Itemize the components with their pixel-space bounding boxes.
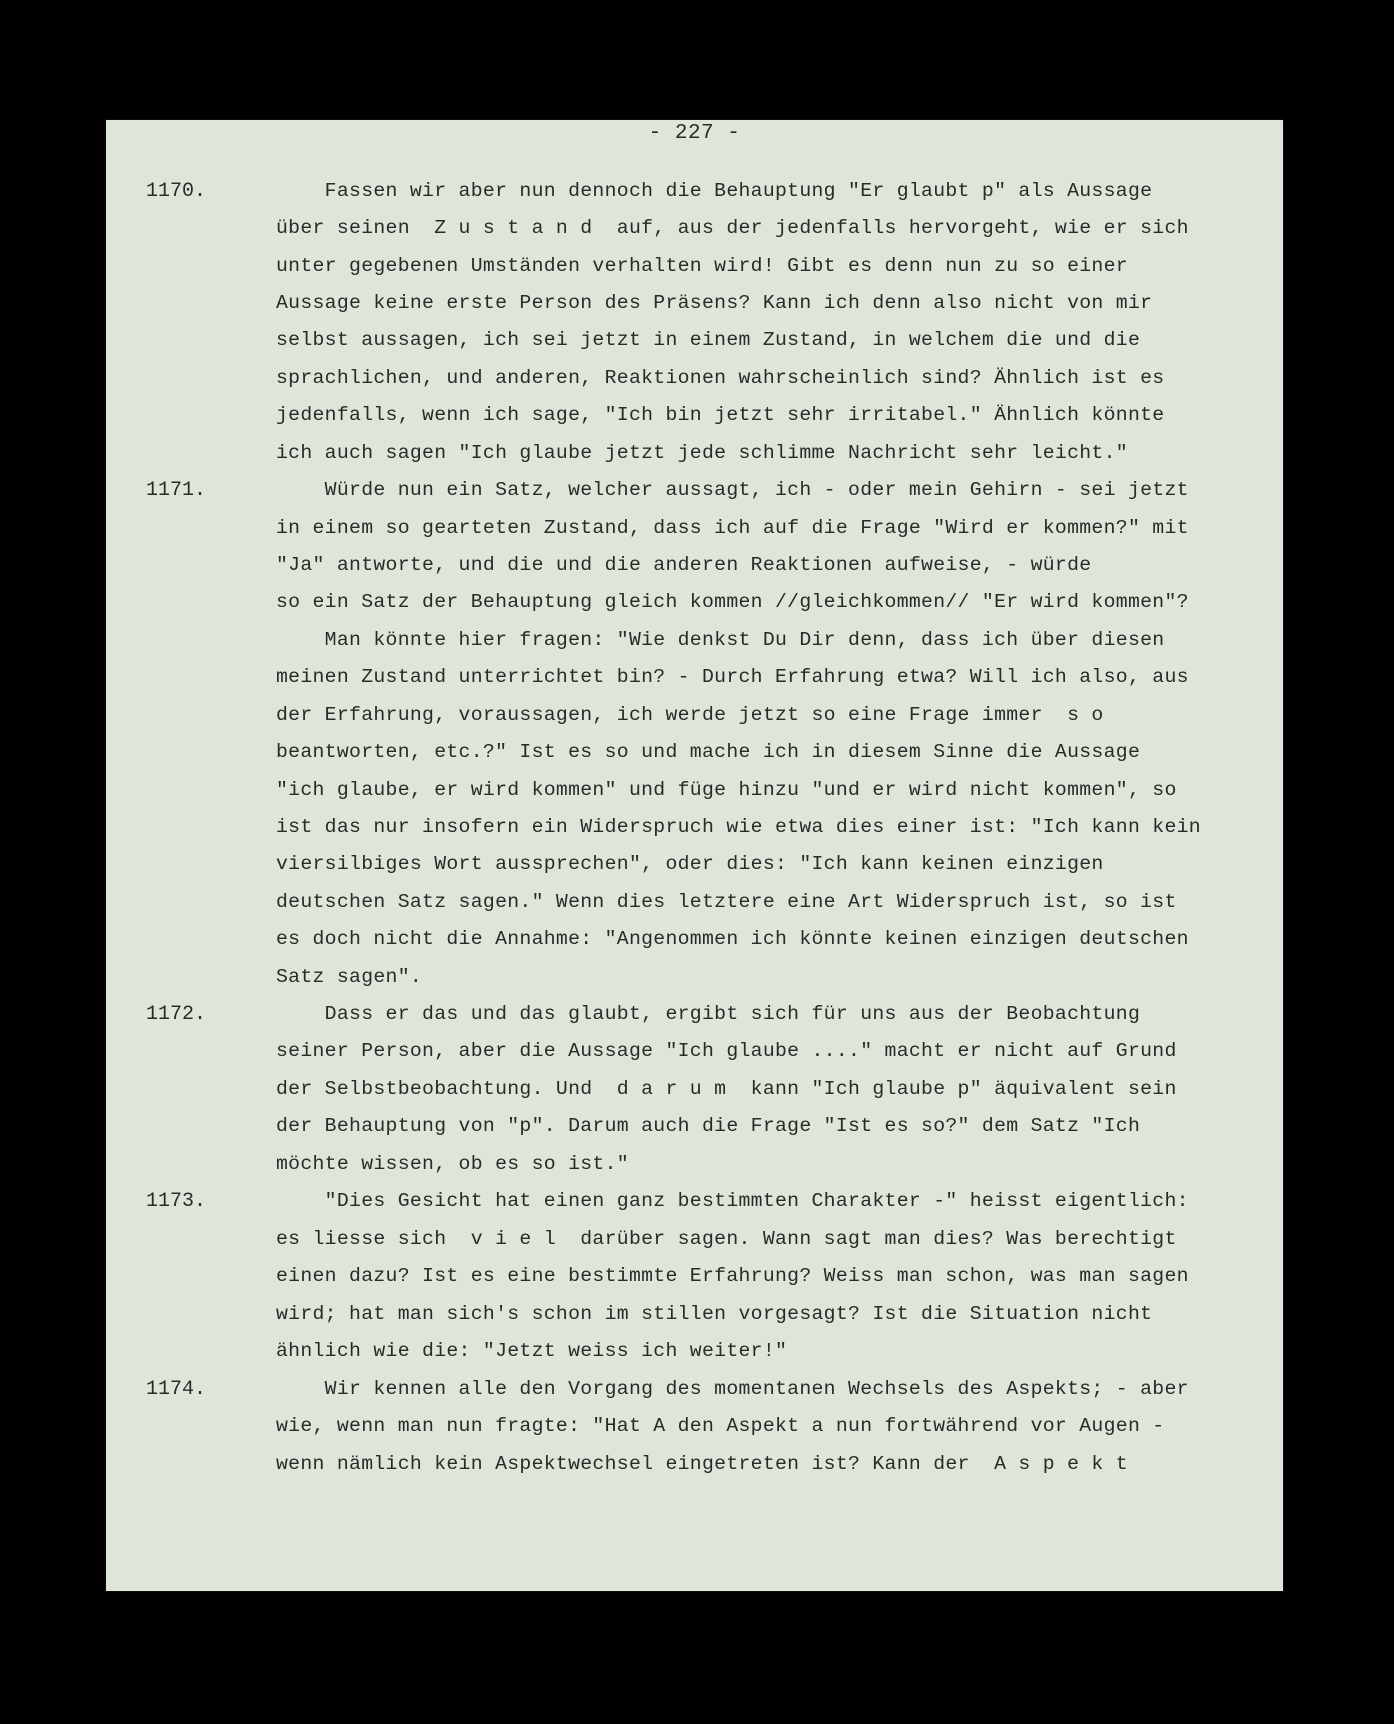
section-number-1171: 1171. — [146, 479, 207, 502]
text-line: Würde nun ein Satz, welcher aussagt, ich - oder mein Gehirn - sei jetzt — [276, 479, 1189, 501]
text-line: ist das nur insofern ein Widerspruch wie etwa dies einer ist: "Ich kann kein — [276, 816, 1201, 838]
text-line: Wir kennen alle den Vorgang des momentanen Wechsels des Aspekts; - aber — [276, 1378, 1189, 1400]
text-line: wie, wenn man nun fragte: "Hat A den Aspekt a nun fortwährend vor Augen - — [276, 1415, 1165, 1437]
text-line: möchte wissen, ob es so ist." — [276, 1153, 629, 1175]
text-line: so ein Satz der Behauptung gleich kommen //gleichkommen// "Er wird kommen"? — [276, 591, 1189, 613]
text-line: in einem so gearteten Zustand, dass ich auf die Frage "Wird er kommen?" mit — [276, 517, 1189, 539]
text-line: jedenfalls, wenn ich sage, "Ich bin jetzt sehr irritabel." Ähnlich könnte — [276, 404, 1165, 426]
text-line: ähnlich wie die: "Jetzt weiss ich weiter!" — [276, 1340, 788, 1362]
text-line: seiner Person, aber die Aussage "Ich glaube ...." macht er nicht auf Grund — [276, 1040, 1177, 1062]
text-line: Dass er das und das glaubt, ergibt sich für uns aus der Beobachtung — [276, 1003, 1141, 1025]
text-line: Fassen wir aber nun dennoch die Behauptung "Er glaubt p" als Aussage — [276, 180, 1153, 202]
text-line: Aussage keine erste Person des Präsens? Kann ich denn also nicht von mir — [276, 292, 1153, 314]
text-line: der Behauptung von "p". Darum auch die Frage "Ist es so?" dem Satz "Ich — [276, 1115, 1141, 1137]
text-line: einen dazu? Ist es eine bestimmte Erfahrung? Weiss man schon, was man sagen — [276, 1265, 1189, 1287]
text-line: es liesse sich v i e l darüber sagen. Wann sagt man dies? Was berechtigt — [276, 1228, 1177, 1250]
section-number-1173: 1173. — [146, 1190, 207, 1213]
text-line: "Dies Gesicht hat einen ganz bestimmten Charakter -" heisst eigentlich: — [276, 1190, 1189, 1212]
text-line: über seinen Z u s t a n d auf, aus der jedenfalls hervorgeht, wie er sich — [276, 217, 1189, 239]
text-line: wird; hat man sich's schon im stillen vorgesagt? Ist die Situation nicht — [276, 1303, 1153, 1325]
text-line: selbst aussagen, ich sei jetzt in einem Zustand, in welchem die und die — [276, 329, 1141, 351]
typewritten-page — [106, 120, 1283, 1591]
section-number-1174: 1174. — [146, 1378, 207, 1401]
text-line: Satz sagen". — [276, 966, 423, 988]
text-line: Man könnte hier fragen: "Wie denkst Du Dir denn, dass ich über diesen — [276, 629, 1165, 651]
text-line: "ich glaube, er wird kommen" und füge hinzu "und er wird nicht kommen", so — [276, 779, 1177, 801]
section-number-1172: 1172. — [146, 1003, 207, 1026]
text-line: "Ja" antworte, und die und die anderen Reaktionen aufweise, - würde — [276, 554, 1092, 576]
text-line: viersilbiges Wort aussprechen", oder dies: "Ich kann keinen einzigen — [276, 853, 1104, 875]
section-number-1170: 1170. — [146, 180, 207, 203]
text-line: wenn nämlich kein Aspektwechsel eingetreten ist? Kann der A s p e k t — [276, 1453, 1128, 1475]
text-line: beantworten, etc.?" Ist es so und mache ich in diesem Sinne die Aussage — [276, 741, 1141, 763]
text-line: es doch nicht die Annahme: "Angenommen ich könnte keinen einzigen deutschen — [276, 928, 1189, 950]
text-line: ich auch sagen "Ich glaube jetzt jede schlimme Nachricht sehr leicht." — [276, 442, 1128, 464]
page-number: - 227 - — [648, 122, 741, 145]
text-line: unter gegebenen Umständen verhalten wird! Gibt es denn nun zu so einer — [276, 255, 1128, 277]
text-line: deutschen Satz sagen." Wenn dies letztere eine Art Widerspruch ist, so ist — [276, 891, 1177, 913]
text-line: der Selbstbeobachtung. Und d a r u m kann "Ich glaube p" äquivalent sein — [276, 1078, 1177, 1100]
text-line: sprachlichen, und anderen, Reaktionen wahrscheinlich sind? Ähnlich ist es — [276, 367, 1165, 389]
text-line: meinen Zustand unterrichtet bin? - Durch Erfahrung etwa? Will ich also, aus — [276, 666, 1189, 688]
text-line: der Erfahrung, voraussagen, ich werde jetzt so eine Frage immer s o — [276, 704, 1104, 726]
